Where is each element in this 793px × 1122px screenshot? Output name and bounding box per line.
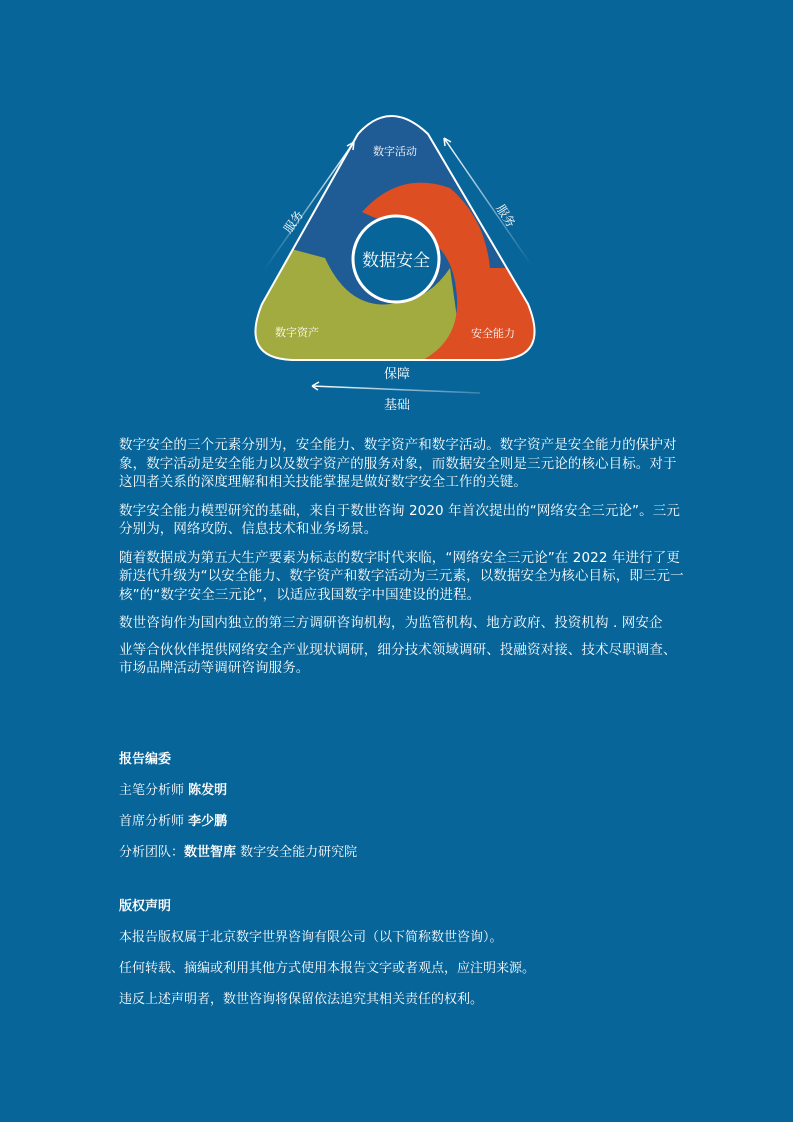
principal-analyst (119, 810, 679, 829)
top-label: 数字活动 (373, 145, 417, 158)
center-label: 数据安全 (362, 251, 430, 271)
three-element-diagram (250, 108, 550, 418)
team-label: 分析团队： (119, 845, 185, 860)
copyright-line-1: 本报告版权属于北京数字世界咨询有限公司（以下简称数世咨询）。 (119, 930, 503, 945)
bottom-label: 基础 (383, 398, 411, 413)
analysis-team (119, 841, 679, 860)
intro-paragraph-5: 业等合伙伙伴提供网络安全产业现状调研，细分技术领域调研、投融资对接、技术尽职调查、市场品牌活动等调研咨询服务。 (119, 641, 677, 676)
bottom-arrow (312, 386, 480, 393)
chief-analyst (119, 779, 679, 798)
team-name: 数世智库 (184, 845, 237, 860)
right-arrow-label: 服务 (493, 202, 519, 230)
intro-paragraph-3: 随着数据成为第五大生产要素为标志的数字时代来临，“网络安全三元论”在 2022 年进行了更新迭代升级为“以安全能力、数字资产和数字活动为三元素，以数据安全为核心目标，即三元一核”的“数字安全三元论”，以适应我国数字中国建设的进程。 (119, 549, 684, 603)
team-org: 数字安全能力研究院 (236, 845, 358, 860)
intro-paragraph-1: 数字安全的三个元素分别为，安全能力、数字资产和数字活动。数字资产是安全能力的保护对象，数字活动是安全能力以及数字资产的服务对象，而数据安全则是三元论的核心目标。对于这四者关系的深度理解和相关技能掌握是做好数字安全工作的关键。 (119, 437, 677, 490)
chief-analyst-name: 陈发明 (188, 783, 228, 798)
chief-analyst-label: 主笔分析师 (119, 783, 185, 798)
principal-analyst-label: 首席分析师 (119, 814, 185, 829)
right-label: 安全能力 (471, 327, 515, 340)
copyright-line-2: 任何转载、摘编或利用其他方式使用本报告文字或者观点，应注明来源。 (119, 961, 536, 976)
intro-paragraph-4: 数世咨询作为国内独立的第三方调研咨询机构，为监管机构、地方政府、投资机构 . 网安企 (119, 615, 663, 631)
copyright-heading: 版权声明 (119, 899, 172, 914)
copyright-line-3: 违反上述声明者，数世咨询将保留依法追究其相关责任的权利。 (119, 992, 484, 1007)
intro-paragraph-2: 数字安全能力模型研究的基础，来自于数世咨询 2020 年首次提出的“网络安全三元论”。三元分别为，网络攻防、信息技术和业务场景。 (119, 502, 680, 537)
bottom-top-label: 保障 (383, 367, 411, 382)
committee-heading: 报告编委 (119, 752, 172, 767)
left-label: 数字资产 (275, 326, 319, 339)
left-arrow-label: 服务 (280, 208, 307, 236)
intro-text (119, 436, 689, 688)
principal-analyst-name: 李少鹏 (188, 814, 228, 829)
editorial-committee (119, 748, 679, 872)
copyright-statement (119, 895, 679, 1019)
